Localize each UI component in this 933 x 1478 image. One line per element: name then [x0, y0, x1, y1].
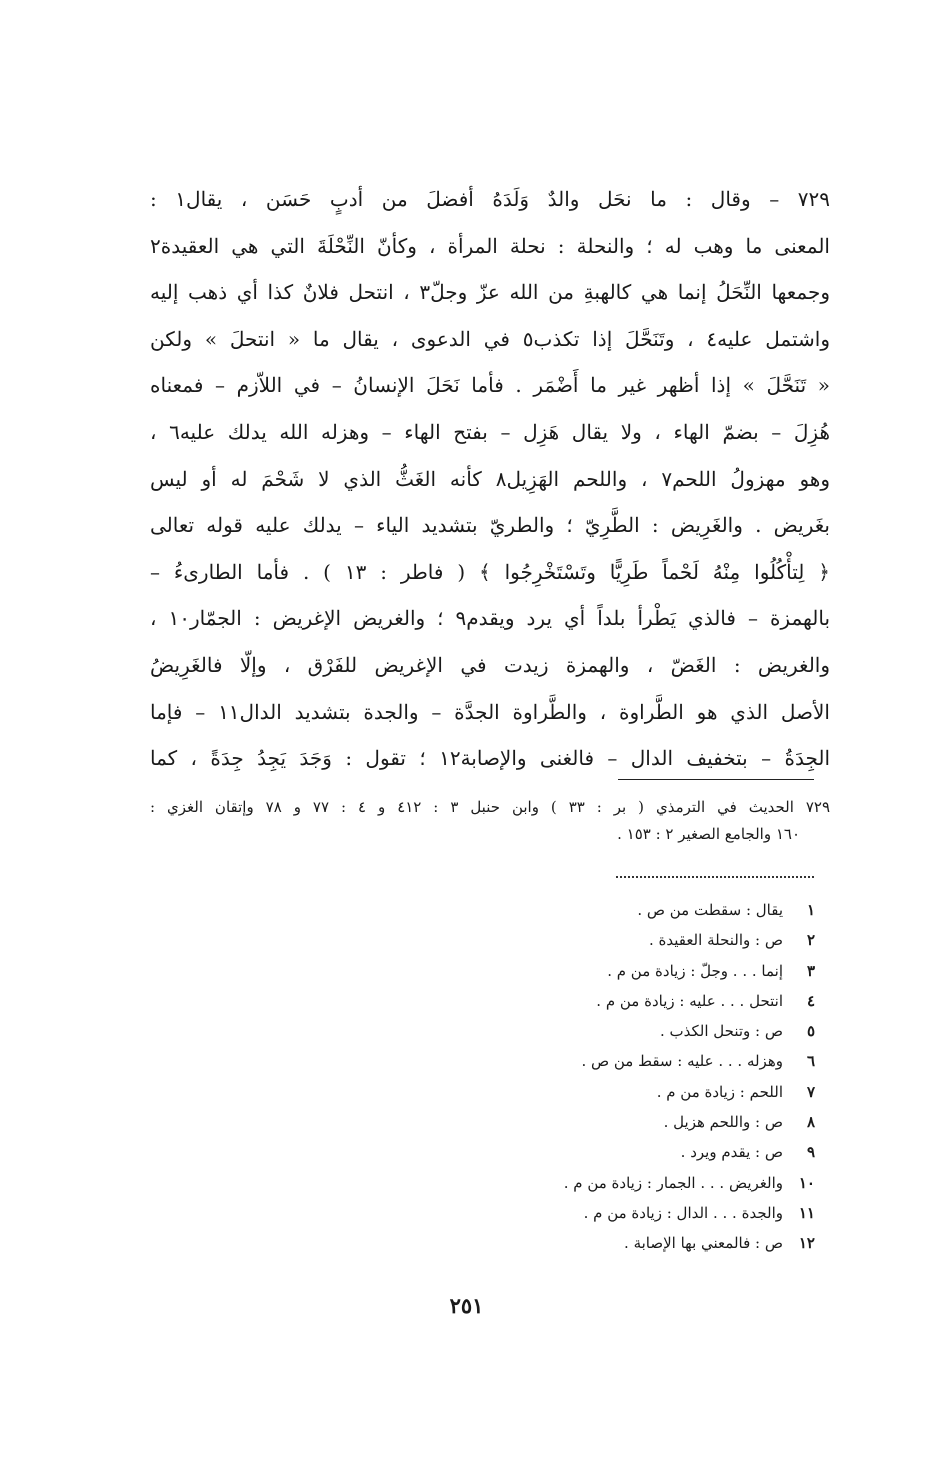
footnote-text: وهزله . . . عليه : سقط من ص .: [581, 1052, 783, 1071]
footnote-item: [395, 1107, 815, 1137]
main-text-line: ﴿ لِتأْكُلُوا مِنْهُ لَحْماً طَرِيًّا وتَسْتَخْرِجُوا ﴾ ( فاطر : ١٣ ) . فأما الطارىءُ –: [150, 559, 830, 584]
main-text-body: [150, 176, 830, 782]
footnote-item: [395, 1016, 815, 1046]
footnote-text: ص : واللحم هزيل .: [663, 1113, 783, 1132]
source-note-line: ٧٢٩ الحديث في الترمذي ( بر : ٣٣ ) وابن حنبل ٣ : ٤١٢ و ٤ : ٧٧ و ٧٨ وإتقان الغزي :: [150, 798, 831, 816]
main-text-line: بالهمزة – فالذي يَطْرأ بلداً أي يرد ويقدم٩ ؛ والغريض الإغريض : الجمّار١٠ ،: [150, 606, 830, 631]
footnote-item: [395, 895, 815, 925]
dotted-separator: [616, 876, 814, 878]
main-text-line: والغريض : الغَضّ ، والهمزة زيدت في الإغريض للفَرْق ، وإلّا فالغَرِيضُ: [150, 652, 830, 677]
main-text-line: المعنى ما وهب له ؛ والنحلة : نحلة المرأة ، وكأنّ النِّحْلَةَ التي هي العقيدة٢: [150, 233, 830, 258]
footnotes-list: [395, 895, 815, 1259]
footnote-number: ٨: [806, 1113, 815, 1132]
main-text-line: الأصل الذي هو الطَّراوة ، والطَّراوة الجدَّة – والجدة بتشديد الدال١١ – فإما: [150, 699, 830, 724]
footnote-item: [395, 1198, 815, 1228]
main-text-line: « تَنَحَّلَ » إذا أظهر غير ما أَضْمَر . فأما نَحَلَ الإنسانُ – في اللاّزم – فمعناه: [150, 373, 830, 398]
footnote-text: ص : يقدم ويرد .: [680, 1143, 783, 1162]
footnote-number: ١٠: [798, 1173, 815, 1192]
footnote-number: ٤: [806, 991, 815, 1010]
main-text-line: ٧٢٩ – وقال : ما نحَل والدٌ وَلَدَهُ أفضلَ من أدبٍ حَسَن ، يقال١ :: [150, 187, 830, 211]
page-number: ٢٥١: [449, 1293, 484, 1318]
footnote-number: ٣: [806, 961, 815, 980]
footnote-number: ١: [806, 901, 815, 919]
hadith-source-note: [150, 794, 830, 848]
footnote-item: [395, 1137, 815, 1167]
footnote-number: ٦: [806, 1052, 815, 1071]
footnote-item: [395, 1228, 815, 1258]
footnote-text: ص : وتنحل الكذب .: [659, 1022, 783, 1041]
footnote-number: ٢: [806, 931, 815, 950]
source-note-line: ١٦٠ والجامع الصغير ٢ : ١٥٣ .: [617, 825, 800, 843]
footnote-text: انتحل . . . عليه : زيادة من م .: [596, 991, 783, 1010]
footnote-number: ٧: [806, 1082, 815, 1101]
footnote-number: ١١: [798, 1203, 815, 1222]
footnote-separator-rule: [618, 779, 814, 780]
footnote-text: والغريض . . . الجمار : زيادة من م .: [563, 1173, 783, 1192]
footnote-item: [395, 925, 815, 955]
main-text-line: هُزِلَ – بضمّ الهاء ، ولا يقال هَزِل – بفتح الهاء – وهزله الله يدلك عليه٦ ،: [150, 419, 830, 444]
footnote-item: [395, 1077, 815, 1107]
footnote-item: [395, 956, 815, 986]
main-text-line: بغَريض . والغَرِيض : الطَّرِيّ ؛ والطريّ بتشديد الياء – يدلك عليه قوله تعالى: [150, 513, 830, 538]
footnote-text: ص : والنحلة العقيدة .: [648, 931, 783, 950]
footnote-text: يقال : سقطت من ص .: [637, 901, 783, 919]
main-text-line: وهو مهزولُ اللحم٧ ، واللحم الهَزِيل٨ كأنه الغَثُّ الذي لا شَحْمَ له أو ليس: [150, 466, 830, 491]
footnote-item: [395, 986, 815, 1016]
footnote-number: ١٢: [798, 1234, 815, 1253]
footnote-number: ٥: [806, 1022, 815, 1041]
footnote-text: ص : فالمعني بها الإصابة .: [624, 1234, 783, 1253]
footnote-item: [395, 1046, 815, 1076]
main-text-line: واشتمل عليه٤ ، وتَنَحَّلَ إذا تكذب٥ في الدعوى ، يقال ما « انتحلَ » ولكن: [150, 326, 830, 351]
main-text-line: وجمعها النِّحَلُ إنما هي كالهبةِ من الله عزّ وجلّ٣ ، انتحل فلانٌ كذا أي ذهب إليه: [150, 280, 830, 305]
footnote-text: اللحم : زيادة من م .: [656, 1082, 783, 1101]
footnote-item: [395, 1168, 815, 1198]
footnote-text: والجدة . . . الدال : زيادة من م .: [583, 1203, 783, 1222]
footnote-text: إنما . . . وجلّ : زيادة من م .: [607, 961, 783, 980]
footnote-number: ٩: [806, 1143, 815, 1162]
main-text-line: الجِدَةُ – بتخفيف الدال – فالغنى والإصابة١٢ ؛ تقول : وَجَدَ يَجِدُ جِدَةً ، كما: [150, 746, 830, 771]
